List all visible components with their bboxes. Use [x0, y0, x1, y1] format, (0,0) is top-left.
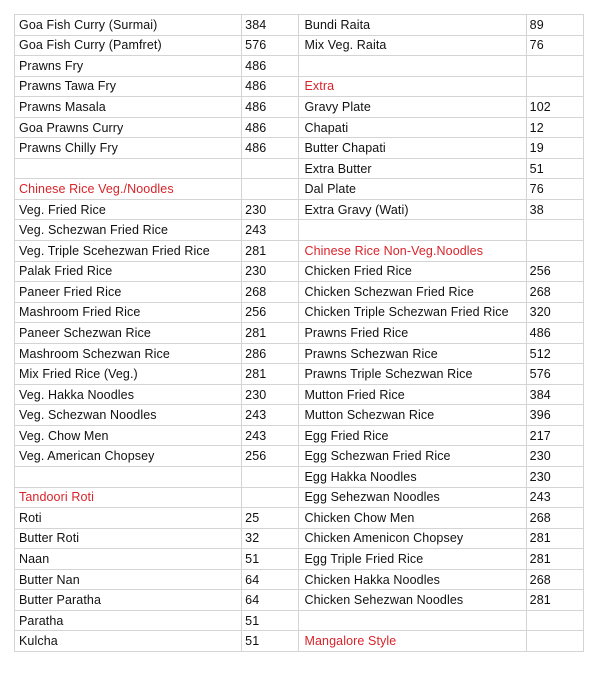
item-price: 320 [526, 302, 583, 323]
table-row [15, 97, 584, 118]
item-name: Veg. Chow Men [15, 425, 242, 446]
menu-table [14, 14, 584, 652]
menu-price-table [14, 14, 584, 652]
table-row [15, 15, 584, 36]
item-price: 281 [526, 528, 583, 549]
item-price [526, 56, 583, 77]
item-price: 32 [242, 528, 299, 549]
table-row [15, 158, 584, 179]
table-row [15, 56, 584, 77]
item-price: 243 [526, 487, 583, 508]
item-name [299, 56, 526, 77]
table-row [15, 199, 584, 220]
table-row [15, 282, 584, 303]
table-row [15, 549, 584, 570]
item-price: 230 [242, 199, 299, 220]
item-name: Paratha [15, 610, 242, 631]
item-price: 384 [526, 384, 583, 405]
item-price: 576 [242, 35, 299, 56]
item-name: Prawns Tawa Fry [15, 76, 242, 97]
table-row [15, 610, 584, 631]
table-row [15, 76, 584, 97]
item-name: Mashroom Schezwan Rice [15, 343, 242, 364]
item-name [299, 220, 526, 241]
table-row [15, 117, 584, 138]
item-name: Goa Fish Curry (Surmai) [15, 15, 242, 36]
table-row [15, 446, 584, 467]
item-name: Goa Fish Curry (Pamfret) [15, 35, 242, 56]
item-price: 256 [242, 302, 299, 323]
item-name: Dal Plate [299, 179, 526, 200]
item-name [299, 610, 526, 631]
item-name: Butter Chapati [299, 138, 526, 159]
item-name: Prawns Chilly Fry [15, 138, 242, 159]
item-name: Egg Schezwan Fried Rice [299, 446, 526, 467]
item-name: Prawns Fried Rice [299, 323, 526, 344]
item-price: 486 [242, 76, 299, 97]
item-name: Roti [15, 508, 242, 529]
item-price: 486 [242, 117, 299, 138]
item-price: 76 [526, 35, 583, 56]
menu-table-body [15, 15, 584, 652]
item-name: Prawns Schezwan Rice [299, 343, 526, 364]
item-price: 384 [242, 15, 299, 36]
item-price [242, 158, 299, 179]
table-row [15, 425, 584, 446]
item-name: Chicken Fried Rice [299, 261, 526, 282]
item-name: Extra Butter [299, 158, 526, 179]
item-price [526, 610, 583, 631]
item-price: 268 [526, 569, 583, 590]
item-price: 230 [242, 261, 299, 282]
item-price: 281 [242, 241, 299, 262]
table-row [15, 631, 584, 652]
table-row [15, 405, 584, 426]
item-price: 217 [526, 425, 583, 446]
item-price: 486 [242, 56, 299, 77]
item-price: 38 [526, 199, 583, 220]
item-name: Veg. Triple Scehezwan Fried Rice [15, 241, 242, 262]
item-price: 281 [526, 549, 583, 570]
item-price: 51 [242, 631, 299, 652]
item-price: 243 [242, 405, 299, 426]
item-name: Butter Roti [15, 528, 242, 549]
item-name: Veg. Hakka Noodles [15, 384, 242, 405]
item-name: Chicken Chow Men [299, 508, 526, 529]
item-price: 512 [526, 343, 583, 364]
item-name: Palak Fried Rice [15, 261, 242, 282]
item-price: 256 [242, 446, 299, 467]
table-row [15, 138, 584, 159]
item-price: 19 [526, 138, 583, 159]
item-name: Chicken Hakka Noodles [299, 569, 526, 590]
item-name: Prawns Fry [15, 56, 242, 77]
item-price: 12 [526, 117, 583, 138]
item-price: 51 [242, 610, 299, 631]
item-price: 230 [242, 384, 299, 405]
item-name: Mutton Fried Rice [299, 384, 526, 405]
item-price: 576 [526, 364, 583, 385]
item-price: 243 [242, 220, 299, 241]
table-row [15, 467, 584, 488]
item-name: Butter Paratha [15, 590, 242, 611]
table-row [15, 569, 584, 590]
table-row [15, 179, 584, 200]
item-price: 281 [242, 323, 299, 344]
item-name: Veg. Schezwan Fried Rice [15, 220, 242, 241]
item-price: 89 [526, 15, 583, 36]
item-name: Bundi Raita [299, 15, 526, 36]
table-row [15, 241, 584, 262]
item-price [242, 467, 299, 488]
item-price: 25 [242, 508, 299, 529]
item-price: 486 [242, 138, 299, 159]
section-heading: Chinese Rice Veg./Noodles [15, 179, 242, 200]
item-price: 230 [526, 467, 583, 488]
table-row [15, 323, 584, 344]
item-name: Chicken Schezwan Fried Rice [299, 282, 526, 303]
item-price: 396 [526, 405, 583, 426]
item-price: 281 [526, 590, 583, 611]
item-name [15, 467, 242, 488]
item-name [15, 158, 242, 179]
item-name: Mashroom Fried Rice [15, 302, 242, 323]
item-name: Chicken Amenicon Chopsey [299, 528, 526, 549]
item-price: 486 [242, 97, 299, 118]
item-price: 51 [526, 158, 583, 179]
table-row [15, 220, 584, 241]
item-name: Veg. Fried Rice [15, 199, 242, 220]
item-name: Chicken Sehezwan Noodles [299, 590, 526, 611]
item-price: 64 [242, 590, 299, 611]
item-price: 256 [526, 261, 583, 282]
item-price: 281 [242, 364, 299, 385]
item-price: 268 [242, 282, 299, 303]
item-price: 268 [526, 282, 583, 303]
item-name: Gravy Plate [299, 97, 526, 118]
section-heading: Extra [299, 76, 526, 97]
table-row [15, 590, 584, 611]
item-price: 64 [242, 569, 299, 590]
item-name: Egg Fried Rice [299, 425, 526, 446]
item-name: Paneer Fried Rice [15, 282, 242, 303]
item-price [526, 76, 583, 97]
item-price [526, 241, 583, 262]
item-price: 268 [526, 508, 583, 529]
item-name: Prawns Masala [15, 97, 242, 118]
item-name: Chicken Triple Schezwan Fried Rice [299, 302, 526, 323]
item-name: Paneer Schezwan Rice [15, 323, 242, 344]
item-name: Butter Nan [15, 569, 242, 590]
item-name: Mutton Schezwan Rice [299, 405, 526, 426]
section-heading: Chinese Rice Non-Veg.Noodles [299, 241, 526, 262]
item-price: 76 [526, 179, 583, 200]
item-price [242, 487, 299, 508]
item-name: Egg Triple Fried Rice [299, 549, 526, 570]
item-price: 102 [526, 97, 583, 118]
table-row [15, 35, 584, 56]
item-price: 51 [242, 549, 299, 570]
table-row [15, 302, 584, 323]
table-row [15, 343, 584, 364]
item-name: Kulcha [15, 631, 242, 652]
item-price [526, 631, 583, 652]
table-row [15, 364, 584, 385]
item-name: Mix Fried Rice (Veg.) [15, 364, 242, 385]
item-price: 243 [242, 425, 299, 446]
table-row [15, 384, 584, 405]
item-name: Egg Sehezwan Noodles [299, 487, 526, 508]
item-price [242, 179, 299, 200]
item-price: 286 [242, 343, 299, 364]
item-name: Egg Hakka Noodles [299, 467, 526, 488]
section-heading: Mangalore Style [299, 631, 526, 652]
item-name: Chapati [299, 117, 526, 138]
section-heading: Tandoori Roti [15, 487, 242, 508]
item-name: Veg. American Chopsey [15, 446, 242, 467]
item-price: 230 [526, 446, 583, 467]
item-price [526, 220, 583, 241]
table-row [15, 487, 584, 508]
item-name: Mix Veg. Raita [299, 35, 526, 56]
table-row [15, 508, 584, 529]
item-name: Extra Gravy (Wati) [299, 199, 526, 220]
item-name: Naan [15, 549, 242, 570]
table-row [15, 261, 584, 282]
item-name: Veg. Schezwan Noodles [15, 405, 242, 426]
table-row [15, 528, 584, 549]
item-name: Prawns Triple Schezwan Rice [299, 364, 526, 385]
item-name: Goa Prawns Curry [15, 117, 242, 138]
item-price: 486 [526, 323, 583, 344]
